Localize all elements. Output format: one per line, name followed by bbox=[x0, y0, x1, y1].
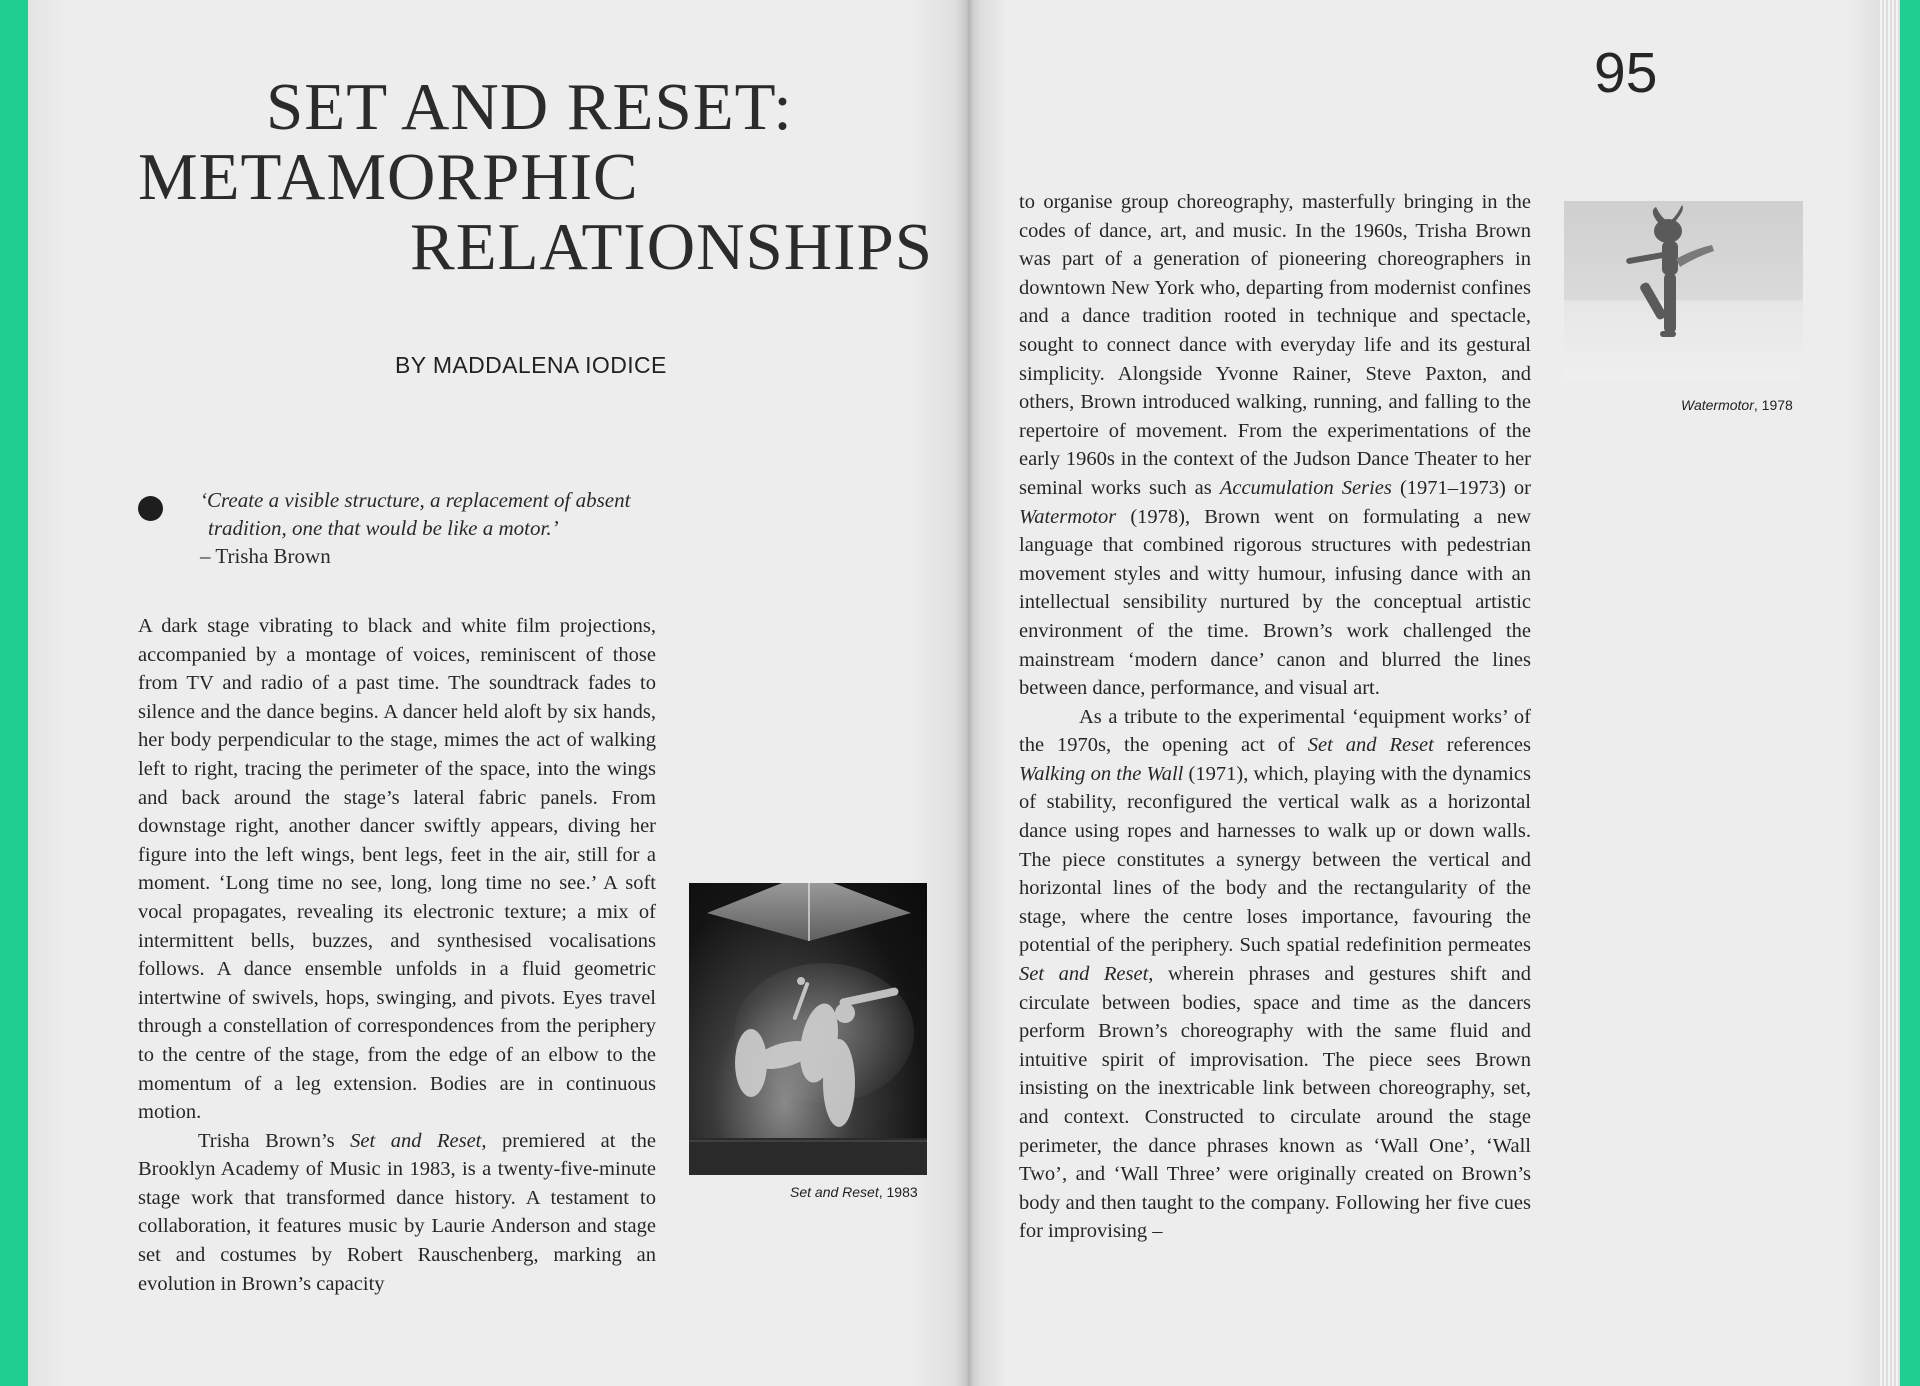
set-and-reset-caption bbox=[790, 1184, 918, 1200]
caption-year: , 1983 bbox=[878, 1184, 918, 1200]
right-p1-emphasis-1: Accumulation Series bbox=[1219, 476, 1392, 499]
right-paragraph-2 bbox=[1019, 703, 1531, 1246]
set-and-reset-photo bbox=[689, 883, 927, 1175]
right-paragraph-1 bbox=[1019, 188, 1531, 703]
right-p1-emphasis-2: Watermotor bbox=[1019, 505, 1117, 528]
right-p2-emphasis-2: Walking on the Wall bbox=[1019, 762, 1184, 785]
epigraph-line-1: ‘Create a visible structure, a replacement of absent bbox=[200, 488, 631, 512]
caption-work-title-2: Watermotor bbox=[1681, 397, 1754, 413]
epigraph bbox=[200, 486, 660, 570]
left-p2-text-a: Trisha Brown’s bbox=[198, 1129, 351, 1152]
epigraph-line-2: tradition, one that would be like a motor.’ bbox=[208, 516, 559, 540]
watermotor-photo-art bbox=[1564, 201, 1803, 380]
left-body-column bbox=[138, 612, 656, 1332]
left-p2-emphasis: Set and Reset, bbox=[350, 1129, 487, 1152]
left-p1-text: A dark stage vibrating to black and white film projections, accompanied by a montage of voices, reminiscent of those from TV and radio of a past time. The soundtrack fades to silence and the dance begins. A dancer held aloft by six hands, her body perpendicular to the stage, mimes the act of walking left to right, tracing the perimeter of the space, into the wings and back around the stage’s lateral fabric panels. From downstage right, another dancer swiftly appears, diving her figure into the left wings, bent legs, feet in the air, still for a moment. ‘Long time no see, long, long time no see.’ A soft vocal propagates, revealing its electronic texture; a mix of intermittent bells, buzzes, and synthesised vocalisations follows. A dance ensemble unfolds in a fluid geometric intertwine of swivels, hops, swinging, and pivots. Eyes travel through a constellation of correspondences from the periphery to the centre of the stage, from the edge of an elbow to the momentum of a leg extension. Bodies are in continuous motion. bbox=[138, 615, 656, 1124]
right-p2-text-b: references bbox=[1433, 734, 1531, 757]
right-p1-text-c: (1978), Brown went on formulating a new language that combined rigorous structures with pedestrian movement styles and witty humour, infusing dance with an intellectual sensibility nurtured by the conceptual artistic environment of the time. Brown’s work challenged the mainstream ‘modern dance’ canon and blurred the lines between dance, performance, and visual art. bbox=[1019, 505, 1531, 700]
book-gutter bbox=[955, 0, 981, 1386]
title-line-2: METAMORPHIC bbox=[138, 140, 639, 214]
left-paragraph-1 bbox=[138, 612, 656, 1127]
right-p1-text-a: to organise group choreography, masterfully bringing in the codes of dance, art, and music. In the 1960s, Trisha Brown was part of a generation of pioneering choreographers in downtown New York who, departing from modernist confines and a dance tradition rooted in technique and spectacle, sought to connect dance with everyday life and its gestural simplicity. Alongside Yvonne Rainer, Steve Paxton, and others, Brown introduced walking, running, and falling to the repertoire of movement. From the experimentations of the early 1960s in the context of the Judson Dance Theater to her seminal works such as bbox=[1019, 191, 1531, 499]
right-p2-text-a: As a tribute to the experimental ‘equipment works’ of the 1970s, the opening act of bbox=[1019, 705, 1531, 757]
right-p2-text-c: (1971), which, playing with the dynamics of stability, reconfigured the vertical walk as a horizontal dance using ropes and harnesses to walk up or down walls. The piece constitutes a synergy between the vertical and horizontal lines of the body and the rectangularity of the stage, where the centre loses importance, favouring the potential of the periphery. Such spatial redefinition permeates bbox=[1019, 762, 1531, 957]
right-p2-emphasis-1: Set and Reset bbox=[1307, 734, 1434, 757]
caption-year-2: , 1978 bbox=[1753, 397, 1793, 413]
right-p1-text-b: (1971–1973) or bbox=[1391, 476, 1531, 499]
page-number: 95 bbox=[1594, 41, 1658, 105]
right-p2-text-d: wherein phrases and gestures shift and circulate between bodies, space and time as the dancers perform Brown’s choreography with the same fluid and intuitive spirit of improvisation. The piece sees Brown insisting on the inextricable link between choreography, set, and context. Constructed to circulate around the stage perimeter, the dance phrases known as ‘Wall One’, ‘Wall Two’, and ‘Wall Three’ were originally created on Brown’s body and then taught to the company. Following her five cues for improvising – bbox=[1019, 963, 1531, 1243]
left-p2-text-b: premiered at the Brooklyn Academy of Music in 1983, is a twenty-five-minute stage work that transformed dance history. A testament to collaboration, it features music by Laurie Anderson and stage set and costumes by Robert Rauschenberg, marking an evolution in Brown’s capacity bbox=[138, 1129, 656, 1295]
byline: BY MADDALENA IODICE bbox=[395, 352, 667, 378]
title-line-1: SET AND RESET: bbox=[266, 70, 793, 144]
article-title bbox=[138, 72, 933, 282]
left-paragraph-2 bbox=[138, 1127, 656, 1299]
right-p2-emphasis-3: Set and Reset, bbox=[1019, 963, 1154, 986]
page-edges bbox=[1880, 0, 1900, 1386]
set-and-reset-photo-art bbox=[689, 883, 927, 1175]
watermotor-photo bbox=[1564, 201, 1803, 380]
right-body-column bbox=[1019, 188, 1531, 1328]
epigraph-attribution: – Trisha Brown bbox=[200, 544, 331, 568]
title-line-3: RELATIONSHIPS bbox=[410, 210, 933, 284]
caption-work-title: Set and Reset bbox=[790, 1184, 879, 1200]
bullet-dot-icon bbox=[138, 496, 163, 521]
watermotor-caption bbox=[1681, 397, 1793, 413]
